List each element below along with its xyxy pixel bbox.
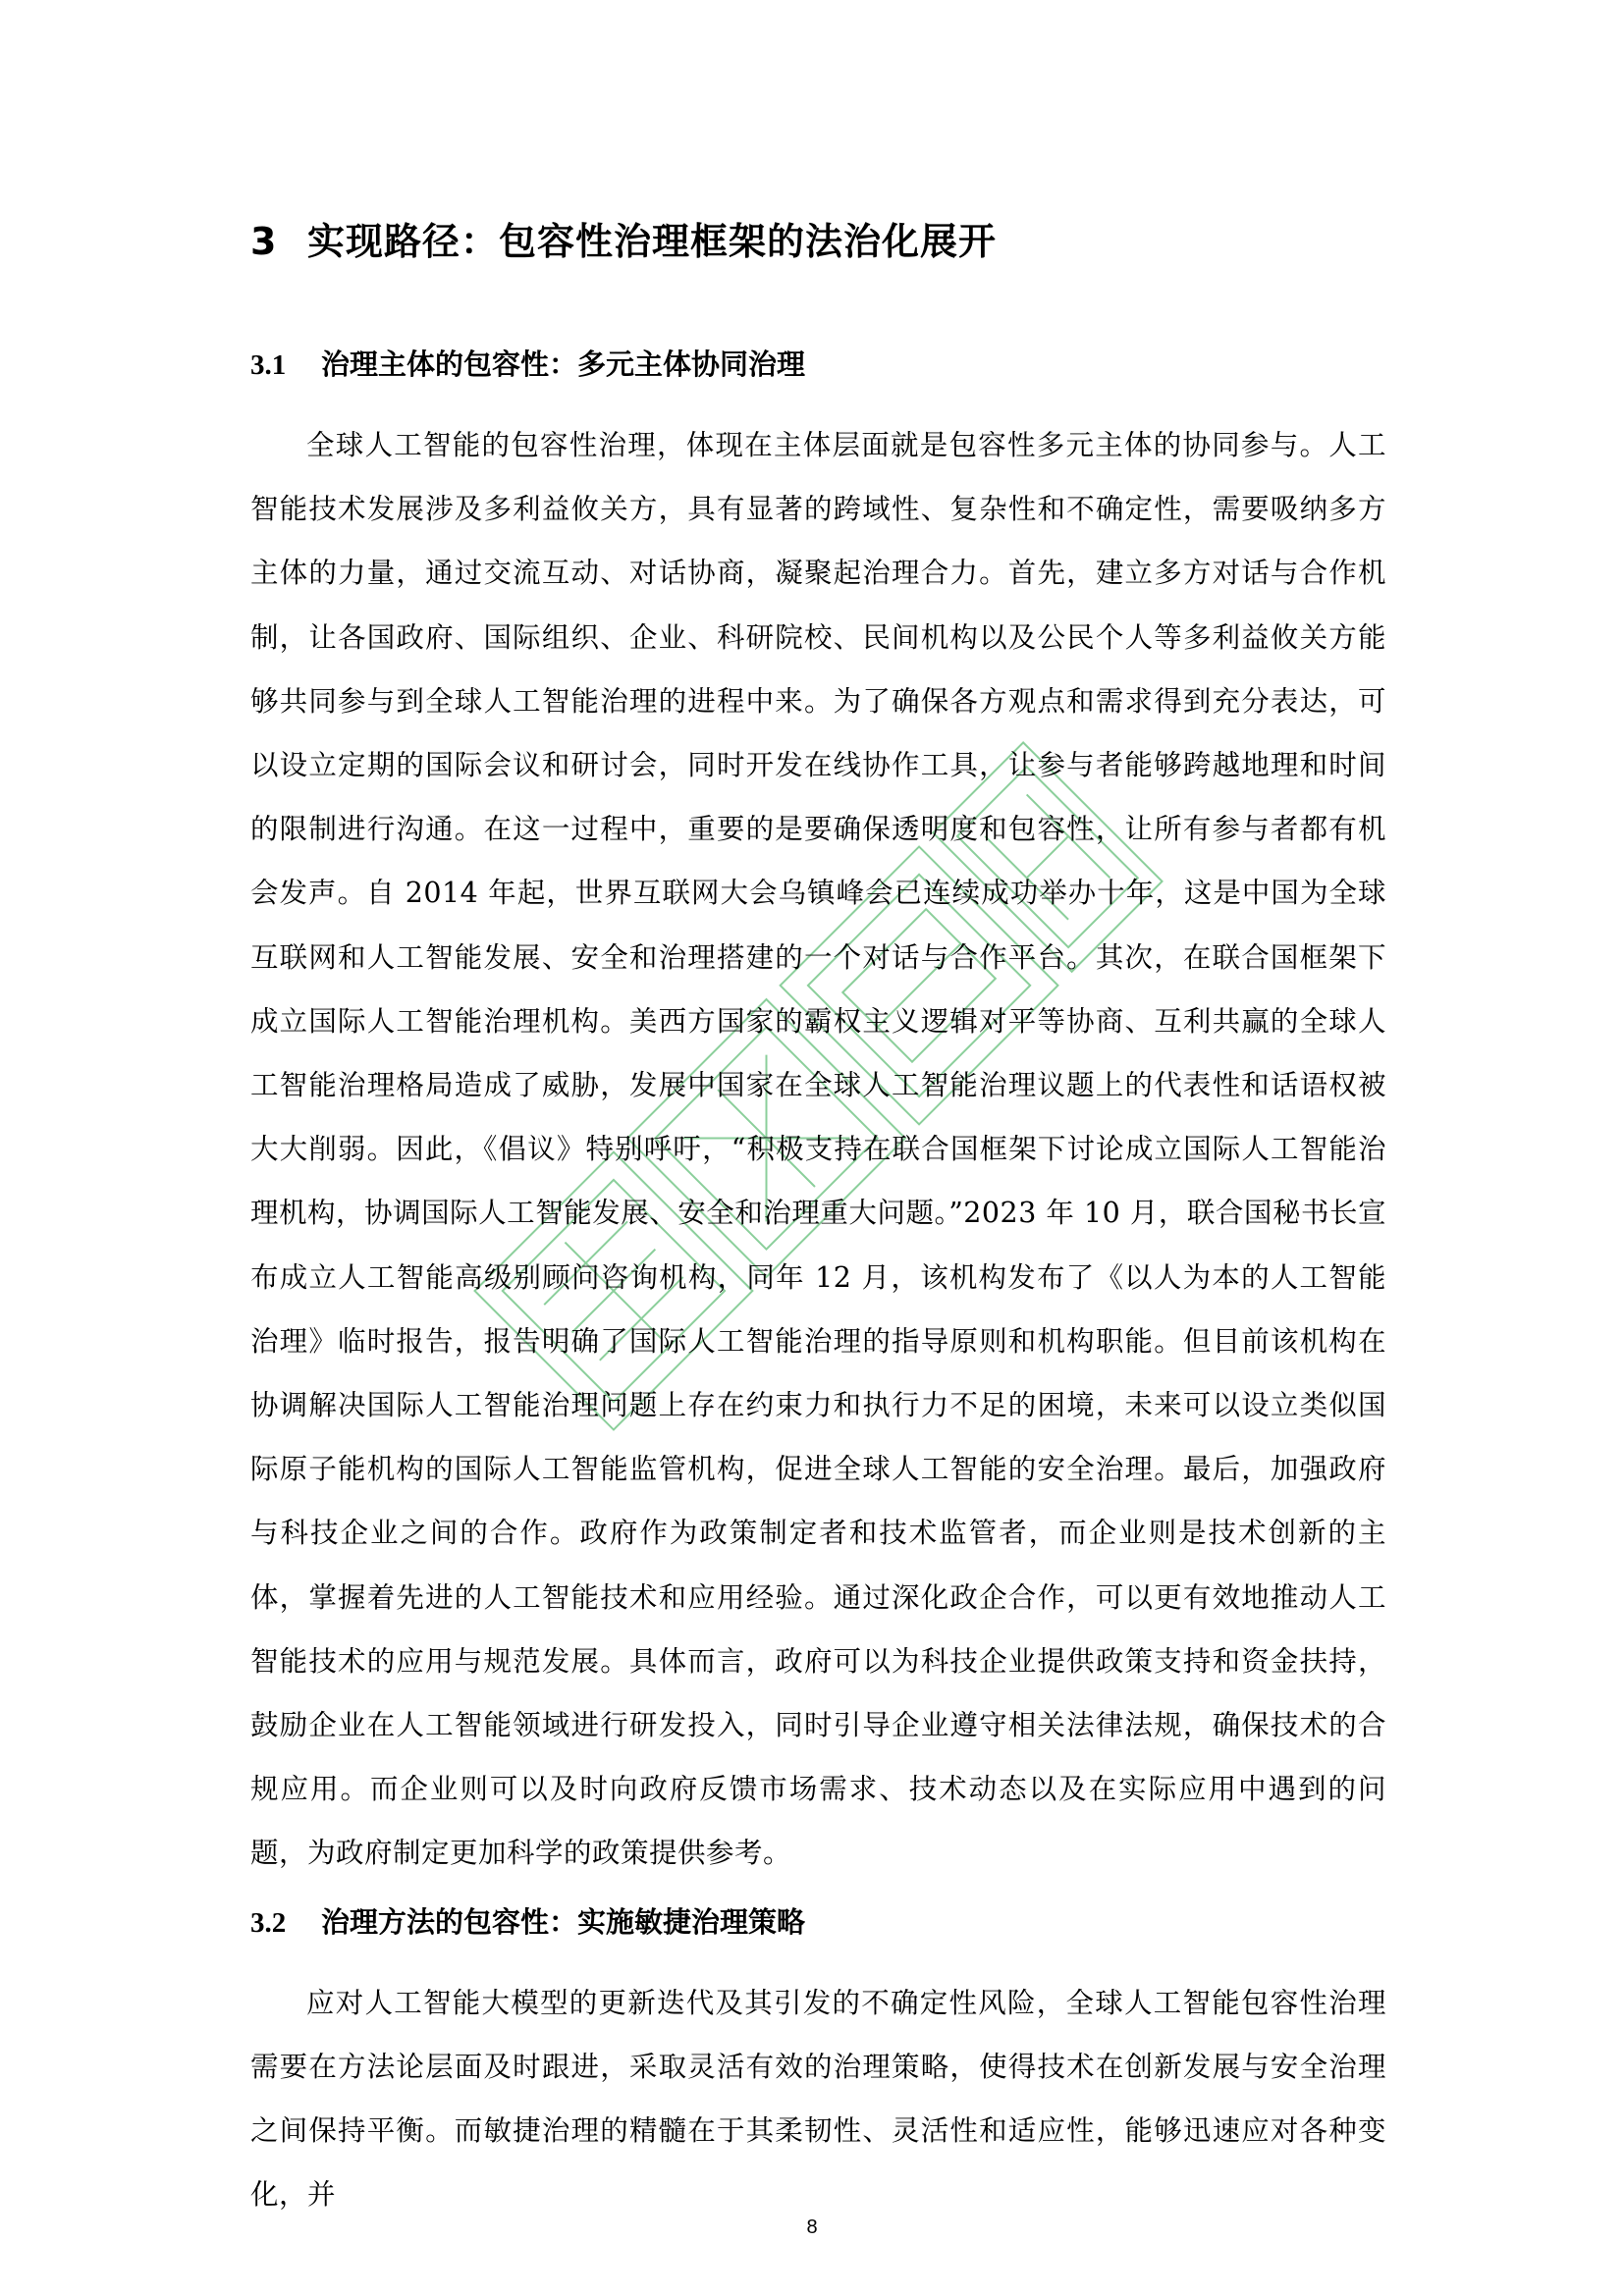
chapter-title: 实现路径：包容性治理框架的法治化展开 xyxy=(307,220,998,263)
section-3-1-title: 治理主体的包容性：多元主体协同治理 xyxy=(321,347,806,381)
section-3-1-paragraph: 全球人工智能的包容性治理，体现在主体层面就是包容性多元主体的协同参与。人工智能技术发展涉及多利益攸关方，具有显著的跨域性、复杂性和不确定性，需要吸纳多方主体的力量，通过交流互动、对话协商，凝聚起治理合力。首先，建立多方对话与合作机制，让各国政府、国际组织、企业、科研院校、民间机构以及公民个人等多利益攸关方能够共同参与到全球人工智能治理的进程中来。为了确保各方观点和需求得到充分表达，可以设立定期的国际会议和研讨会，同时开发在线协作工具，让参与者能够跨越地理和时间的限制进行沟通。在这一过程中，重要的是要确保透明度和包容性，让所有参与者都有机会发声。自 2014 年起，世界互联网大会乌镇峰会已连续成功举办十年，这是中国为全球互联网和人工智能发展、安全和治理搭建的一个对话与合作平台。其次，在联合国框架下成立国际人工智能治理机构。美西方国家的霸权主义逻辑对平等协商、互利共赢的全球人工智能治理格局造成了威胁，发展中国家在全球人工智能治理议题上的代表性和话语权被大大削弱。因此，《倡议》特别呼吁，“积极支持在联合国框架下讨论成立国际人工智能治理机构，协调国际人工智能发展、安全和治理重大问题。”2023 年 10 月，联合国秘书长宣布成立人工智能高级别顾问咨询机构，同年 12 月，该机构发布了《以人为本的人工智能治理》临时报告，报告明确了国际人工智能治理的指导原则和机构职能。但目前该机构在协调解决国际人工智能治理问题上存在约束力和执行力不足的困境，未来可以设立类似国际原子能机构的国际人工智能监管机构，促进全球人工智能的安全治理。最后，加强政府与科技企业之间的合作。政府作为政策制定者和技术监管者，而企业则是技术创新的主体，掌握着先进的人工智能技术和应用经验。通过深化政企合作，可以更有效地推动人工智能技术的应用与规范发展。具体而言，政府可以为科技企业提供政策支持和资金扶持，鼓励企业在人工智能领域进行研发投入，同时引导企业遵守相关法律法规，确保技术的合规应用。而企业则可以及时向政府反馈市场需求、技术动态以及在实际应用中遇到的问题，为政府制定更加科学的政策提供参考。 xyxy=(250,429,1386,1870)
chapter-number: 3 xyxy=(250,220,278,263)
section-3-2-number: 3.2 xyxy=(250,1906,287,1939)
section-3-1-number: 3.1 xyxy=(250,349,287,381)
page-number: 8 xyxy=(806,2216,818,2238)
section-3-2-heading xyxy=(250,1894,1386,1951)
chapter-heading xyxy=(250,206,1386,277)
section-3-2-paragraph: 应对人工智能大模型的更新迭代及其引发的不确定性风险，全球人工智能包容性治理需要在方法论层面及时跟进，采取灵活有效的治理策略，使得技术在创新发展与安全治理之间保持平衡。而敏捷治理的精髓在于其柔韧性、灵活性和适应性，能够迅速应对各种变化，并 xyxy=(250,1986,1386,2212)
page-content xyxy=(250,206,1386,2234)
section-3-2-title: 治理方法的包容性：实施敏捷治理策略 xyxy=(321,1904,806,1939)
section-3-1-heading xyxy=(250,336,1386,394)
